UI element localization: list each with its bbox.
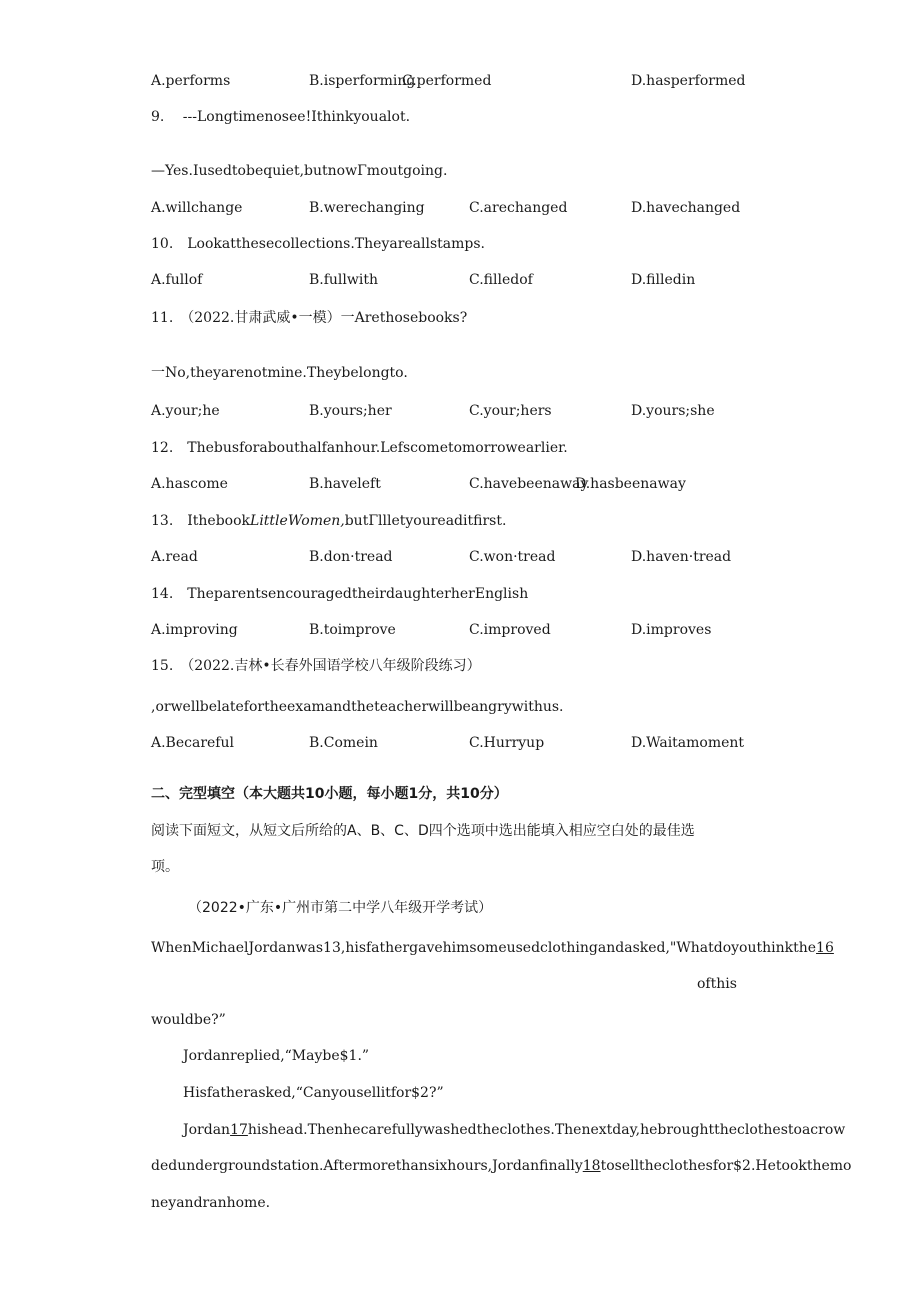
q9-option-b: B.werechanging [309,200,425,216]
q13-option-c: C.won·tread [469,549,556,565]
q12-option-b: B.haveleft [309,476,381,492]
q13-book-title: LittleWomen, [250,513,345,529]
q13-option-b: B.don·tread [309,549,393,565]
passage-text: Jordan [183,1122,231,1138]
q10-option-b: B.fullwith [309,272,378,288]
passage-text: toselltheclothesfor$2.Hetookthemo [600,1158,852,1174]
section-instructions-2: 项。 [151,859,179,875]
q15-option-a: A.Becareful [151,735,234,751]
q11-option-d: D.yours;she [631,403,715,419]
passage-source: （2022•广东•广州市第二中学八年级开学考试） [188,900,493,916]
q12-option-d: D.hasbeenaway [575,476,686,492]
q8-option-b: B.isperforming [309,73,416,89]
q11-option-b: B.yours;her [309,403,392,419]
q15-stem: 15. （2022.吉林•长春外国语学校八年级阶段练习） [151,658,481,674]
q11-option-a: A.your;he [151,403,220,419]
q13-stem-end: butΓllletyoureaditfirst. [344,513,507,529]
section-heading: 二、完型填空（本大题共10小题，每小题1分，共10分） [151,786,508,802]
q13-stem [151,511,506,531]
passage-line-1 [151,938,834,958]
q11-reply: 一No,theyarenotmine.Theybelongto. [151,365,408,381]
q8-option-d: D.hasperformed [631,73,746,89]
q10-stem: 10. Lookatthesecollections.Theyareallstamps. [151,236,486,252]
q12-option-a: A.hascome [151,476,228,492]
q15-option-c: C.Hurryup [469,735,545,751]
q15-stem-2: ,orwellbelatefortheexamandtheteacherwillbeangrywithus. [151,699,564,715]
passage-line-5: Hisfatherasked,“Canyousellitfor$2?” [183,1085,444,1101]
passage-line-4: Jordanreplied,“Maybe$1.” [183,1048,370,1064]
passage-text: WhenMichaelJordanwas13,hisfathergavehimsomeusedclothingandasked,"Whatdoyouthinkthe [151,940,817,956]
q15-option-b: B.Comein [309,735,378,751]
passage-text: dedundergroundstation.Aftermorethansixhours,Jordanfinally [151,1158,583,1174]
q13-option-a: A.read [151,549,198,565]
q9-option-d: D.havechanged [631,200,741,216]
q9-reply: —Yes.Iusedtobequiet,butnowΓmoutgoing. [151,163,448,179]
q8-option-a: A.performs [151,73,231,89]
q14-option-a: A.improving [151,622,238,638]
q15-option-d: D.Waitamoment [631,735,745,751]
passage-line-3: wouldbe?” [151,1012,226,1028]
passage-line-7 [151,1156,852,1176]
q9-option-c: C.arechanged [469,200,568,216]
q8-option-c: C.performed [402,73,492,89]
q12-stem: 12. Thebusforabouthalfanhour.Lefscometomorrowearlier. [151,440,568,456]
q10-option-d: D.filledin [631,272,696,288]
q13-stem-start: 13. Ithebook [151,513,251,529]
q14-option-b: B.toimprove [309,622,396,638]
q14-option-c: C.improved [469,622,551,638]
q11-option-c: C.your;hers [469,403,552,419]
passage-text: hishead.Thenhecarefullywashedtheclothes.Thenextday,hebroughttheclothestoacrow [247,1122,846,1138]
q9-stem: 9. ---Longtimenosee!Ithinkyoualot. [151,109,411,125]
blank-18: 18 [582,1158,601,1174]
q14-option-d: D.improves [631,622,712,638]
blank-17: 17 [230,1122,248,1138]
section-instructions-1: 阅读下面短文，从短文后所给的A、B、C、D四个选项中选出能填入相应空白处的最佳选 [151,823,695,839]
q10-option-c: C.filledof [469,272,533,288]
q10-option-a: A.fullof [151,272,203,288]
q13-option-d: D.haven·tread [631,549,732,565]
q11-stem: 11. （2022.甘肃武威•一模）一Arethosebooks? [151,310,468,326]
passage-line-8: neyandranhome. [151,1195,271,1211]
q9-option-a: A.willchange [151,200,243,216]
q14-stem: 14. TheparentsencouragedtheirdaughterherEnglish [151,586,529,602]
passage-line-2: ofthis [697,976,737,992]
q12-option-c: C.havebeenaway [469,476,589,492]
passage-line-6 [183,1120,845,1140]
blank-16: 16 [816,940,834,956]
